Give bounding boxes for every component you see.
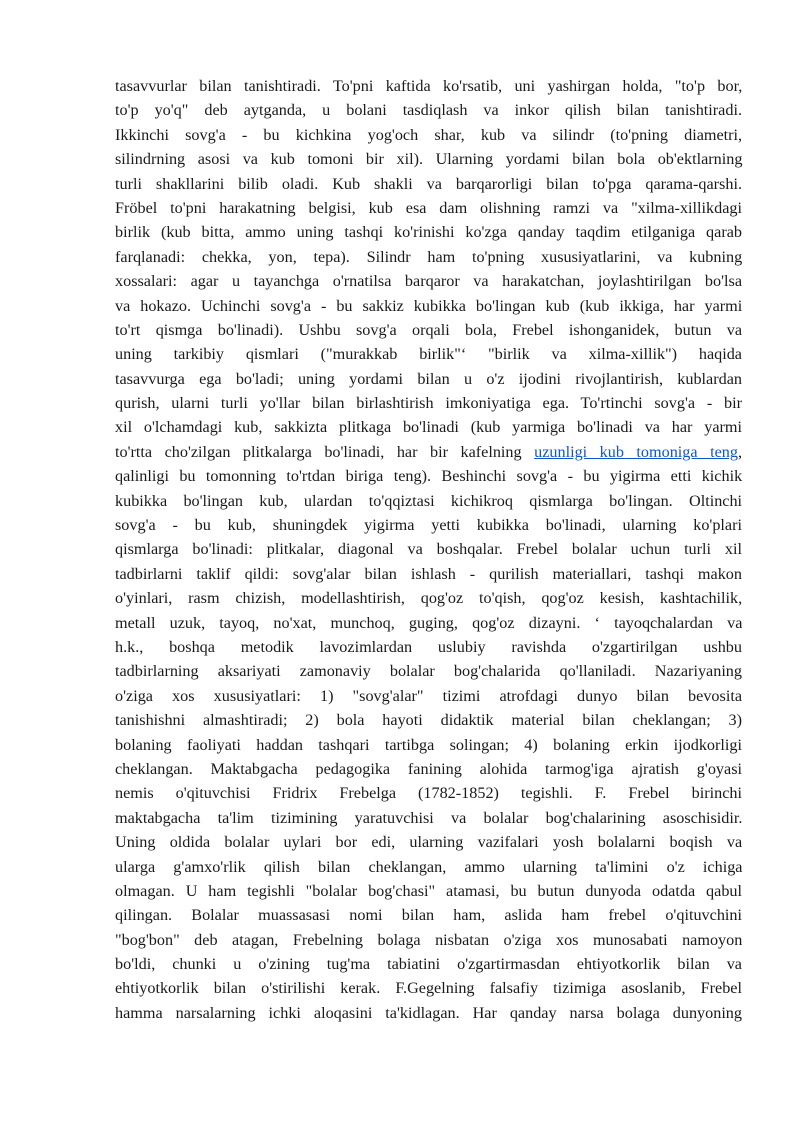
text-segment: hamma narsalarning ichki aloqasini ta'kidlagan. Har qanday narsa bolaga dunyoning — [115, 1003, 742, 1022]
text-line — [115, 1001, 742, 1025]
text-line — [115, 757, 742, 781]
text-segment: , — [737, 442, 742, 461]
text-segment: qilingan. Bolalar muassasasi nomi bilan ham, aslida ham frebel o'qituvchini — [115, 906, 742, 925]
text-segment: uning tarkibiy qismlari ("murakkab birlik"‘ "birlik va xilma-xillik") haqida — [115, 345, 742, 364]
text-segment: olmagan. U ham tegishli "bolalar bog'chasi" atamasi, bu butun dunyoda odatda qabul — [115, 881, 742, 900]
text-line — [115, 879, 742, 903]
text-segment: o'yinlari, rasm chizish, modellashtirish, qog'oz to'qish, qog'oz kesish, kashtachilik, — [115, 589, 743, 608]
text-segment: tanishishni almashtiradi; 2) bola hayoti didaktik material bilan cheklangan; 3) — [115, 711, 743, 730]
text-line — [115, 172, 742, 196]
text-line — [115, 367, 742, 391]
text-segment: to'p yo'q" deb aytganda, u bolani tasdiqlash va inkor qilish bilan tanishtiradi. — [115, 101, 742, 120]
text-segment: xil o'lchamdagi kub, sakkizta plitkaga bo'linadi (kub yarmiga bo'linadi va har yarmi — [115, 418, 742, 437]
text-segment: to'rtta cho'zilgan plitkalarga bo'linadi, har bir kafelning — [115, 442, 535, 461]
text-line — [115, 74, 742, 98]
text-line — [115, 611, 742, 635]
text-segment: o'ziga xos xususiyatlari: 1) "sovg'alar" tizimi atrofdagi dunyo bilan bevosita — [115, 686, 742, 705]
text-line — [115, 830, 742, 854]
text-line — [115, 952, 742, 976]
text-segment: qismlarga bo'linadi: plitkalar, diagonal va boshqalar. Frebel bolalar uchun turli xil — [115, 540, 742, 559]
text-segment: qurish, ularni turli yo'llar bilan birlashtirish imkoniyatiga ega. To'rtinchi sovg'a - bir — [115, 394, 742, 413]
text-segment: Uning oldida bolalar uylari bor edi, ularning vazifalari yosh bolalarni boqish va — [115, 833, 743, 852]
text-segment: silindrning asosi va kub tomoni bir xil). Ularning yordami bilan bola ob'ektlarning — [115, 150, 743, 169]
text-segment: kubikka bo'lingan kub, ulardan to'qqiztasi kichikroq qismlarga bo'lingan. Oltinchi — [115, 491, 743, 510]
text-line — [115, 147, 742, 171]
text-segment: h.k., boshqa metodik lavozimlardan uslubiy ravishda o'zgartirilgan ushbu — [115, 637, 742, 656]
text-line — [115, 342, 742, 366]
text-segment: maktabgacha ta'lim tizimining yaratuvchisi va bolalar bog'chalarining asoschisidir. — [115, 808, 743, 827]
text-segment: Ikkinchi sovg'a - bu kichkina yog'och shar, kub va silindr (to'pning diametri, — [115, 125, 743, 144]
text-segment: birlik (kub bitta, ammo uning tashqi ko'rinishi ko'zga qanday taqdim etilganiga qarab — [115, 223, 742, 242]
text-segment: Fröbel to'pni harakatning belgisi, kub esa dam olishning ramzi va "xilma-xillikdagi — [115, 198, 742, 217]
text-segment: tasavvurga ega bo'ladi; uning yordami bilan u o'z ijodini rivojlantirish, kublardan — [115, 369, 742, 388]
text-segment: "bog'bon" deb atagan, Frebelning bolaga nisbatan o'ziga xos munosabati namoyon — [115, 930, 743, 949]
text-segment: to'rt qismga bo'linadi). Ushbu sovg'a orqali bola, Frebel ishonganidek, butun va — [115, 320, 742, 339]
text-line — [115, 733, 742, 757]
text-line — [115, 245, 742, 269]
text-line — [115, 294, 742, 318]
text-segment: cheklangan. Maktabgacha pedagogika fanining alohida tarmog'iga ajratish g'oyasi — [115, 759, 742, 778]
hyperlink[interactable]: uzunligi kub tomoniga teng — [534, 442, 738, 461]
text-segment: metall uzuk, tayoq, no'xat, munchoq, guging, qog'oz dizayni. ‘ tayoqchalardan va — [115, 613, 743, 632]
text-line — [115, 269, 742, 293]
text-line — [115, 489, 742, 513]
text-segment: turli shakllarini bilib oladi. Kub shakli va barqarorligi bilan to'pga qarama-qarshi. — [115, 174, 742, 193]
text-line — [115, 537, 742, 561]
text-segment: farqlanadi: chekka, yon, tepa). Silindr ham to'pning xususiyatlarini, va kubning — [115, 247, 743, 266]
text-line — [115, 440, 742, 464]
text-line — [115, 586, 742, 610]
text-line — [115, 196, 742, 220]
text-segment: va hokazo. Uchinchi sovg'a - bu sakkiz kubikka bo'lingan kub (kub ikkiga, har yarmi — [115, 296, 743, 315]
text-line — [115, 708, 742, 732]
text-line — [115, 98, 742, 122]
text-line — [115, 123, 742, 147]
text-line — [115, 220, 742, 244]
text-segment: xossalari: agar u tayanchga o'rnatilsa barqaror va harakatchan, joylashtirilgan bo'lsa — [115, 272, 742, 291]
text-line — [115, 903, 742, 927]
text-line — [115, 318, 742, 342]
text-line — [115, 806, 742, 830]
text-segment: nemis o'qituvchisi Fridrix Frebelga (1782-1852) tegishli. F. Frebel birinchi — [115, 784, 742, 803]
text-line — [115, 855, 742, 879]
text-line — [115, 562, 742, 586]
text-segment: tasavvurlar bilan tanishtiradi. To'pni kaftida ko'rsatib, uni yashirgan holda, "to'p bor, — [115, 77, 743, 95]
text-line — [115, 635, 742, 659]
text-line — [115, 415, 742, 439]
text-segment: ehtiyotkorlik bilan o'stirilishi kerak. F.Gegelning falsafiy tizimiga asoslanib, Frebel — [115, 979, 742, 998]
text-segment: ularga g'amxo'rlik qilish bilan cheklangan, ammo ularning ta'limini o'z ichiga — [115, 857, 743, 876]
text-line — [115, 684, 742, 708]
text-line — [115, 513, 742, 537]
text-line — [115, 928, 742, 952]
text-line — [115, 464, 742, 488]
text-line — [115, 659, 742, 683]
text-segment: bo'ldi, chunki u o'zining tug'ma tabiatini o'zgartirmasdan ehtiyotkorlik bilan va — [115, 955, 742, 974]
text-segment: qalinligi bu tomonning to'rtdan biriga teng). Beshinchi sovg'a - bu yigirma etti kichik — [115, 467, 743, 486]
text-line — [115, 391, 742, 415]
text-segment: sovg'a - bu kub, shuningdek yigirma yetti kubikka bo'linadi, ularning ko'plari — [115, 516, 742, 535]
text-segment: bolaning faoliyati haddan tashqari tartibga solingan; 4) bolaning erkin ijodkorligi — [115, 735, 742, 754]
text-line — [115, 781, 742, 805]
document-body — [115, 74, 742, 1025]
text-line — [115, 976, 742, 1000]
text-segment: tadbirlarning aksariyati zamonaviy bolalar bog'chalarida qo'llaniladi. Nazariyaning — [115, 662, 742, 681]
text-segment: tadbirlarni taklif qildi: sovg'alar bilan ishlash - qurilish materiallari, tashqi makon — [115, 564, 742, 583]
